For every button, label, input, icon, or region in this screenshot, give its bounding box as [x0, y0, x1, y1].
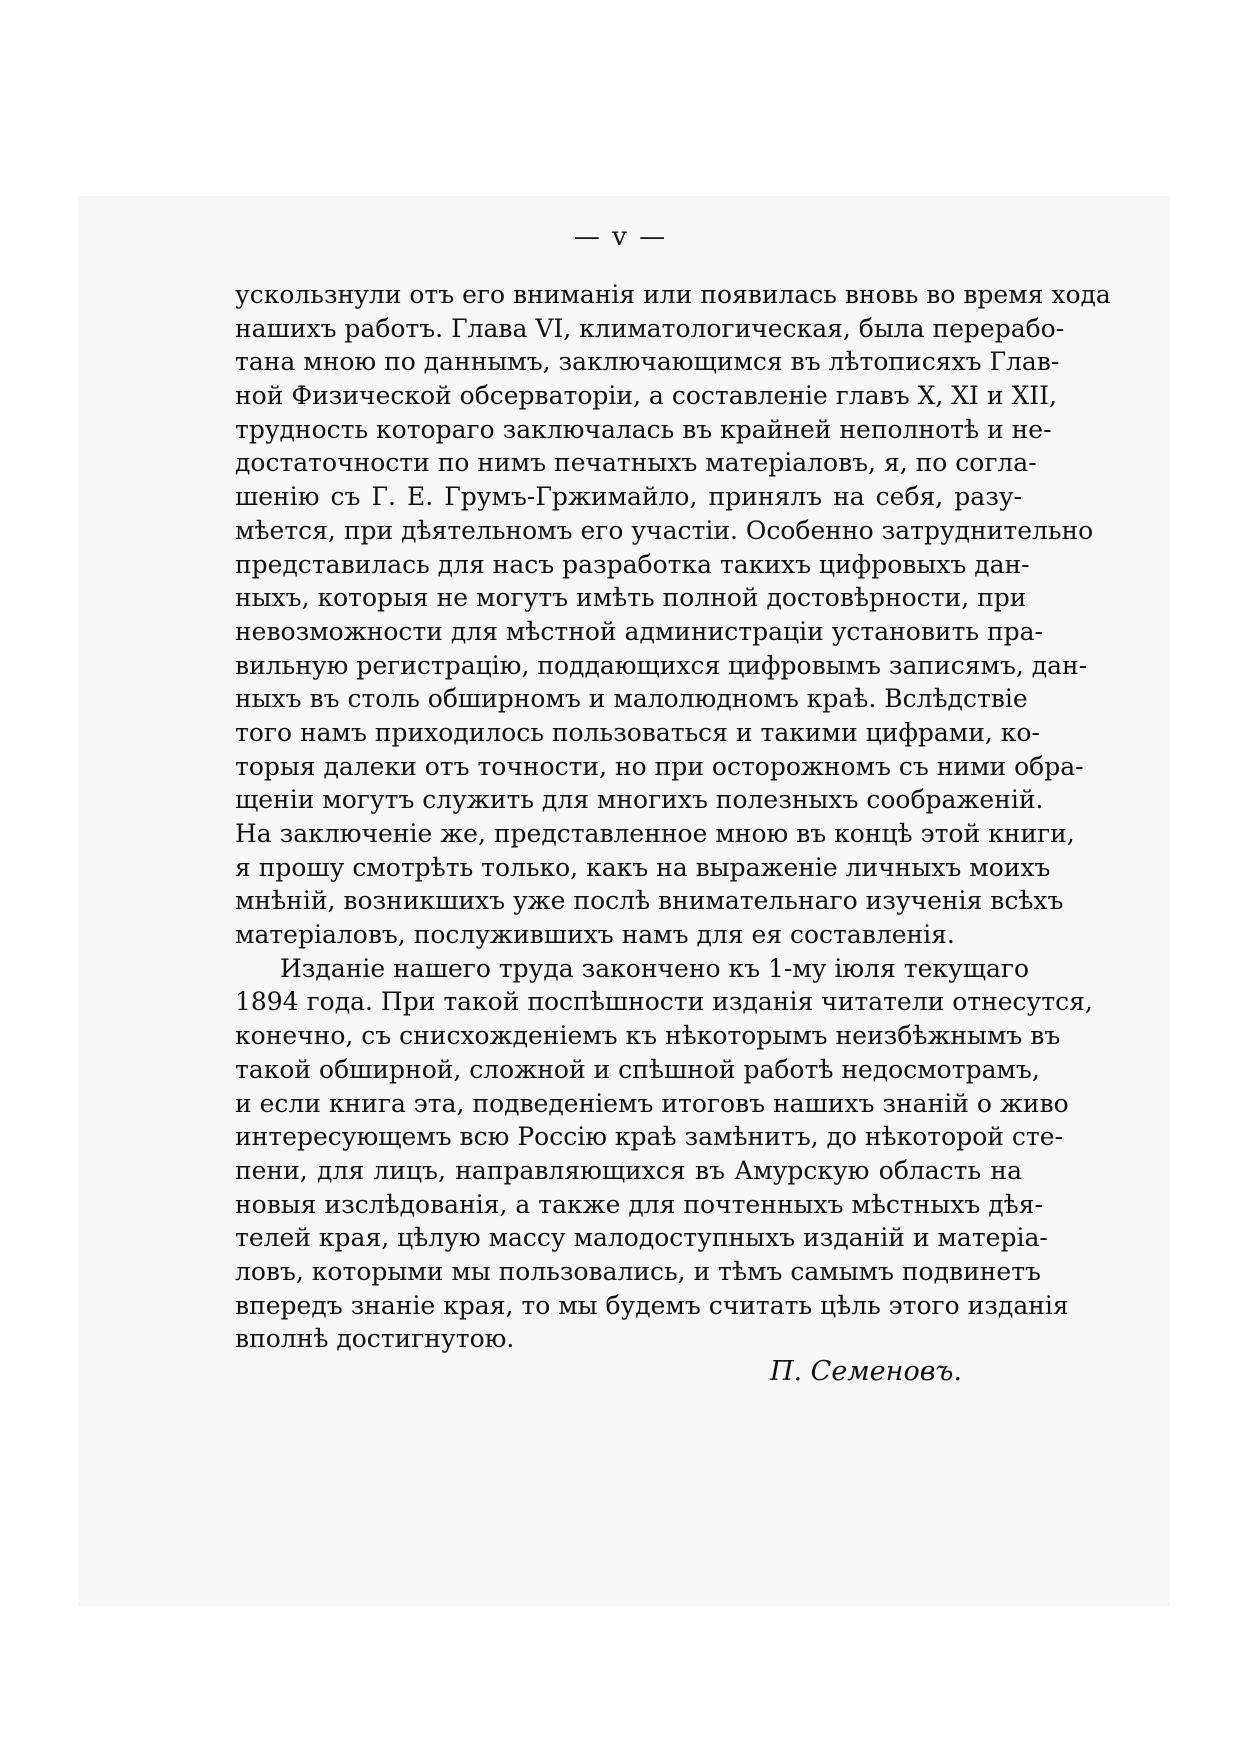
text-line: мѣется, при дѣятельномъ его участіи. Особенно затруднительно	[235, 515, 1094, 545]
text-line: я прошу смотрѣть только, какъ на выраженіе личныхъ моихъ	[235, 852, 1051, 882]
text-line: матеріаловъ, послужившихъ намъ для ея составленія.	[235, 920, 955, 950]
text-line: шенію съ Г. Е. Грумъ-Гржимайло, принялъ на себя, разу-	[235, 482, 1022, 512]
text-line: щеніи могутъ служить для многихъ полезныхъ соображеній.	[235, 785, 1044, 815]
text-line: пени, для лицъ, направляющихся въ Амурскую область на	[235, 1155, 1022, 1185]
text-line: ныхъ, которыя не могутъ имѣть полной достовѣрности, при	[235, 583, 1027, 613]
text-line: невозможности для мѣстной администраціи установить пра-	[235, 616, 1043, 646]
text-line: вильную регистрацію, поддающихся цифровымъ записямъ, дан-	[235, 650, 1088, 680]
text-line: На заключеніе же, представленное мною въ концѣ этой книги,	[235, 819, 1075, 848]
text-line: вполнѣ достигнутою.	[235, 1324, 515, 1354]
paragraph-first-line: Изданіе нашего труда закончено къ 1-му іюля текущаго	[280, 953, 1030, 983]
text-line: того намъ приходилось пользоваться и такими цифрами, ко-	[235, 717, 1040, 747]
text-line: впередъ знаніе края, то мы будемъ считать цѣль этого изданія	[235, 1290, 1069, 1320]
page-number: — v —	[573, 222, 668, 252]
text-line: ускользнули отъ его вниманія или появилась вновь во время хода	[235, 280, 1111, 309]
text-line: такой обширной, сложной и спѣшной работѣ недосмотрамъ,	[235, 1054, 1040, 1084]
text-line: ловъ, которыми мы пользовались, и тѣмъ самымъ подвинетъ	[235, 1256, 1041, 1286]
text-line: достаточности по нимъ печатныхъ матеріаловъ, я, по согла-	[235, 448, 1037, 478]
text-line: телей края, цѣлую массу малодоступныхъ изданій и матеріа-	[235, 1223, 1048, 1253]
text-line: ныхъ въ столь обширномъ и малолюдномъ краѣ. Вслѣдствіе	[235, 684, 1028, 714]
text-line: 1894 года. При такой поспѣшности изданія читатели отнесутся,	[235, 987, 1093, 1017]
author-signature: П. Семеновъ.	[769, 1356, 962, 1387]
text-line: интересующемъ всю Россію краѣ замѣнитъ, до нѣкоторой сте-	[235, 1122, 1063, 1152]
text-line: представилась для насъ разработка такихъ цифровыхъ дан-	[235, 549, 1030, 579]
text-line: трудность котораго заключалась въ крайней неполнотѣ и не-	[235, 414, 1052, 444]
text-line: новыя изслѣдованія, а также для почтенныхъ мѣстныхъ дѣя-	[235, 1189, 1043, 1219]
text-line: мнѣній, возникшихъ уже послѣ внимательнаго изученія всѣхъ	[235, 886, 1064, 916]
body-text	[235, 278, 1111, 1356]
text-line: ной Физической обсерваторіи, а составленіе главъ X, XI и XII,	[235, 381, 1057, 411]
text-line: и если книга эта, подведеніемъ итоговъ нашихъ знаній о живо	[235, 1088, 1069, 1118]
text-line: торыя далеки отъ точности, но при осторожномъ съ ними обра-	[235, 751, 1084, 781]
text-line: конечно, съ снисхожденіемъ къ нѣкоторымъ неизбѣжнымъ въ	[235, 1021, 1061, 1051]
text-line: тана мною по даннымъ, заключающимся въ лѣтописяхъ Глав-	[235, 347, 1060, 377]
text-line: нашихъ работъ. Глава VI, климатологическая, была перерабо-	[235, 313, 1065, 343]
